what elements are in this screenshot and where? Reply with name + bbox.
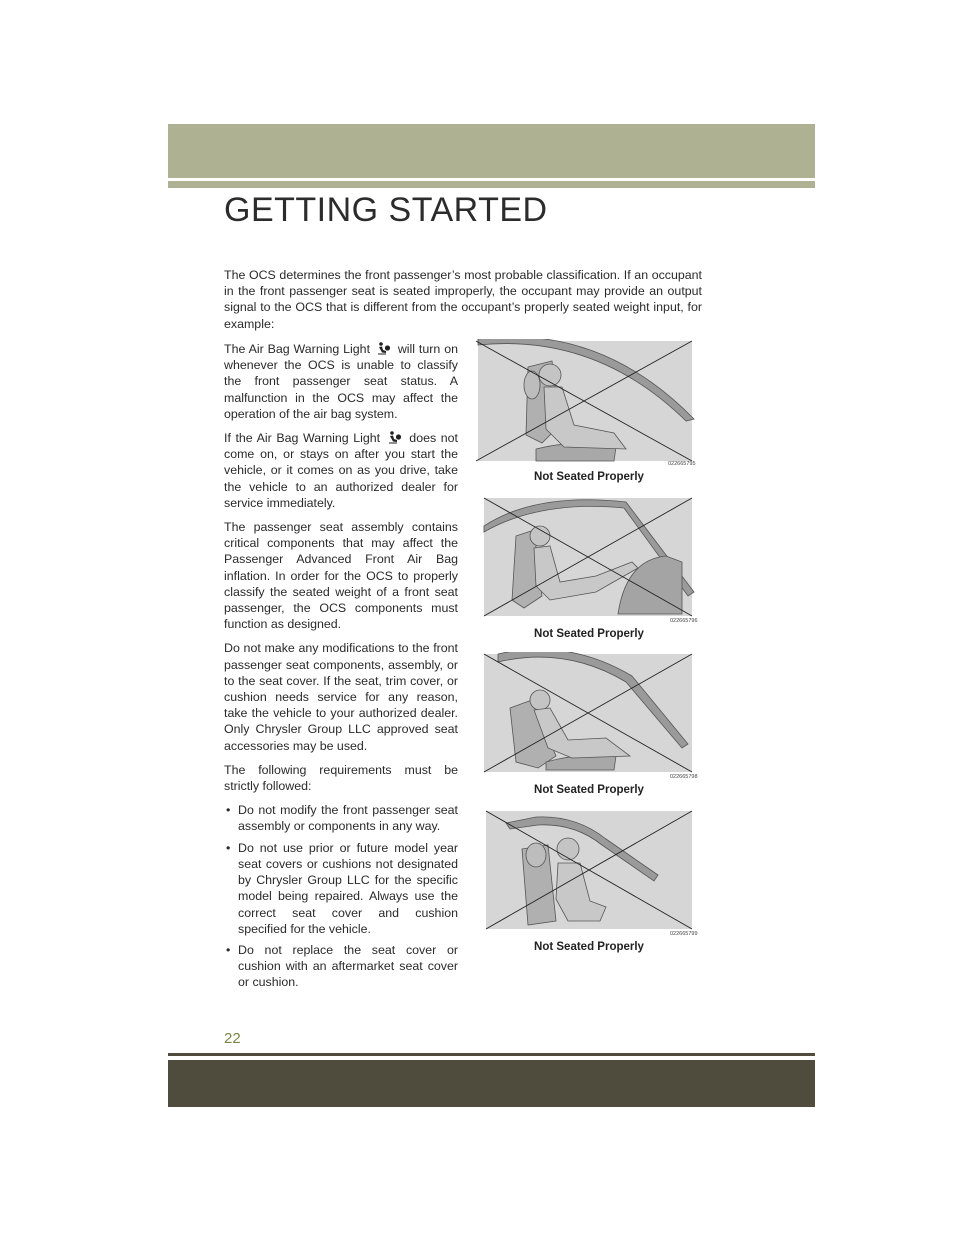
air-bag-warning-icon — [388, 431, 402, 444]
figure-code: 022665798 — [670, 774, 698, 780]
paragraph-seat-assembly: The passenger seat assembly contains critical components that may affect the Passenger Advanced Front Air Bag inflation. In order for the OCS to properly classify the seated weight of a front seat passenger, the OCS components must function as designed. — [224, 520, 458, 632]
illustration-reclined-seat — [476, 652, 702, 780]
list-item: • Do not replace the seat cover or cushion with an aftermarket seat cover or cushion. — [226, 942, 458, 990]
header-band — [168, 124, 815, 178]
bullet-glyph: • — [226, 840, 231, 855]
figure-not-seated-2 — [476, 496, 702, 640]
figure-not-seated-4 — [476, 809, 702, 953]
illustration-occupant-leaning-forward — [476, 339, 702, 467]
figure-caption: Not Seated Properly — [534, 784, 644, 796]
intro-paragraph: The OCS determines the front passenger’s most probable classification. If an occupant in the front passenger seat is seated improperly, the occupant may provide an output signal to the OCS that is different from the occupant’s properly seated weight input, for example: — [224, 268, 702, 331]
figure-not-seated-3 — [476, 652, 702, 796]
footer-band — [168, 1060, 815, 1107]
figure-caption: Not Seated Properly — [534, 628, 644, 640]
figure-caption: Not Seated Properly — [534, 941, 644, 953]
illustration-feet-on-dashboard — [476, 496, 702, 624]
bullet-glyph: • — [226, 942, 231, 957]
illustration-turned-sideways — [476, 809, 702, 937]
bullet-glyph: • — [226, 803, 231, 818]
list-item: • Do not modify the front passenger seat assembly or components in any way. — [226, 803, 458, 834]
left-column — [224, 341, 458, 996]
list-item: • Do not use prior or future model year seat covers or cushions not designated by Chrysler Group LLC for the specific model being repaired. Always use the correct seat cover and cushion specified for the vehicle. — [226, 840, 458, 936]
paragraph-airbag-not-on: If the Air Bag Warning Light does not come on, or stays on after you start the vehicle, or it comes on as you drive, take the vehicle to an authorized dealer for service immediately. — [224, 431, 458, 510]
figure-code: 022665796 — [670, 618, 698, 624]
page-number: 22 — [224, 1030, 241, 1047]
paragraph-no-modifications: Do not make any modifications to the front passenger seat components, assembly, or to the seat cover. If the seat, trim cover, or cushion needs service for any reason, take the vehicle to your authorized dealer. Only Chrysler Group LLC approved seat accessories may be used. — [224, 641, 458, 753]
figure-caption: Not Seated Properly — [534, 471, 644, 483]
header-stripe — [168, 181, 815, 188]
figure-code: 022665799 — [670, 931, 698, 937]
footer-stripe — [168, 1053, 815, 1056]
figure-code: 022665795 — [668, 461, 696, 467]
figure-not-seated-1 — [476, 339, 702, 483]
paragraph-airbag-light: The Air Bag Warning Light will turn on whenever the OCS is unable to classify the front passenger seat status. A malfunction in the OCS may affect the operation of the air bag system. — [224, 342, 458, 421]
air-bag-warning-icon — [377, 342, 391, 355]
section-title: GETTING STARTED — [224, 191, 548, 229]
requirements-list — [224, 802, 458, 990]
paragraph-requirements: The following requirements must be strictly followed: — [224, 762, 458, 794]
